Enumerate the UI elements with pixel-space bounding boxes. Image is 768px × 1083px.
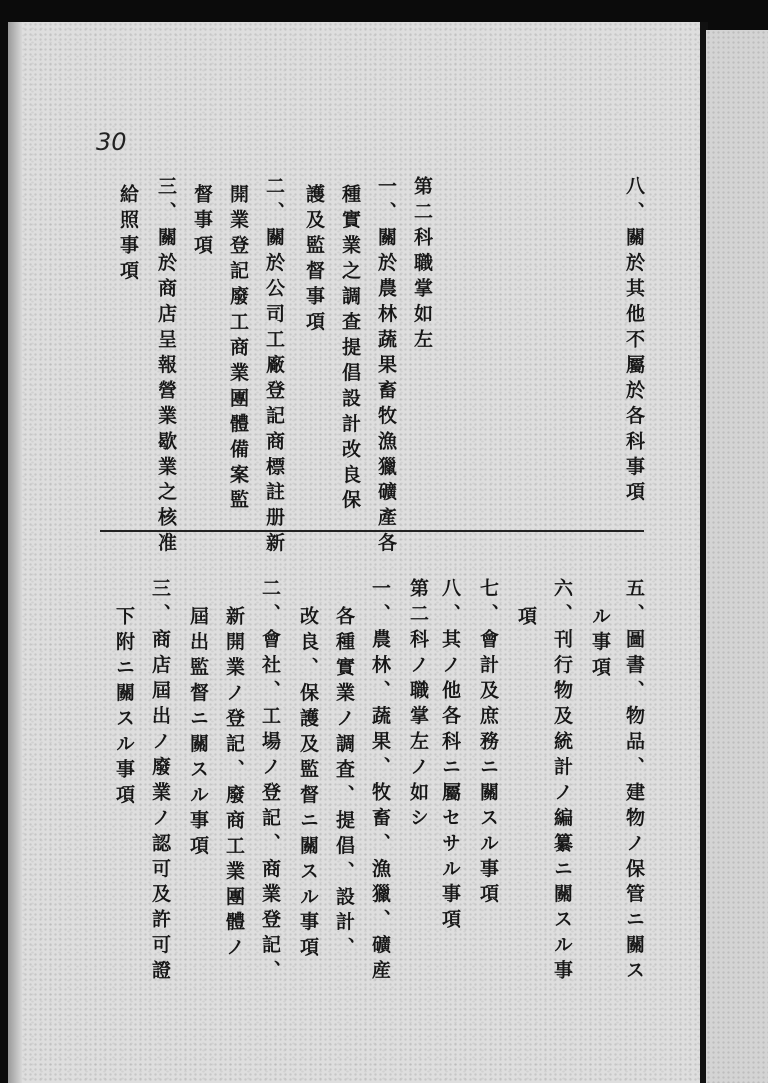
text-column: 改良、保護及監督ニ關スル事項	[297, 606, 319, 963]
text-column: 項	[515, 606, 537, 632]
page-edge	[8, 22, 22, 1083]
text-column: 種實業之調查提倡設計改良保	[339, 184, 361, 515]
text-column: 護及監督事項	[303, 184, 325, 337]
page-number: 30	[96, 128, 127, 156]
text-column: 一、農林、蔬果、牧畜、漁獵、礦産	[369, 578, 391, 986]
text-column: 各種實業ノ調査、提倡、設計、	[333, 606, 355, 963]
text-column: 督事項	[191, 184, 213, 261]
text-column: 二、關於公司工廠登記商標註册新	[263, 176, 285, 558]
text-column: 五、圖書、物品、建物ノ保管ニ關ス	[623, 578, 645, 986]
facing-page	[706, 30, 768, 1083]
text-column: 新開業ノ登記、廢商工業團體ノ	[223, 606, 245, 963]
text-column: 第二科職掌如左	[411, 176, 433, 355]
text-column: 開業登記廢工商業團體備案監	[227, 184, 249, 515]
text-column: 屆出監督ニ關スル事項	[187, 606, 209, 861]
text-column: 給照事項	[117, 184, 139, 286]
text-column: 六、刊行物及統計ノ編纂ニ關スル事	[551, 578, 573, 986]
text-column: ル事項	[589, 606, 611, 683]
text-column: 三、商店屆出ノ廢業ノ認可及許可證	[149, 578, 171, 986]
text-column: 八、關於其他不屬於各科事項	[623, 176, 645, 507]
text-column: 八、其ノ他各科ニ屬セサル事項	[439, 578, 461, 935]
text-column: 一、關於農林蔬果畜牧漁獵礦產各	[375, 176, 397, 558]
text-column: 三、關於商店呈報營業歇業之核准	[155, 176, 177, 558]
text-column: 下附ニ關スル事項	[113, 606, 135, 810]
text-column: 二、會社、工場ノ登記、商業登記、	[259, 578, 281, 986]
text-column: 第二科ノ職掌左ノ如シ	[407, 578, 429, 833]
section-divider	[100, 530, 644, 532]
text-column: 七、會計及庶務ニ關スル事項	[477, 578, 499, 909]
book-page	[8, 22, 704, 1083]
